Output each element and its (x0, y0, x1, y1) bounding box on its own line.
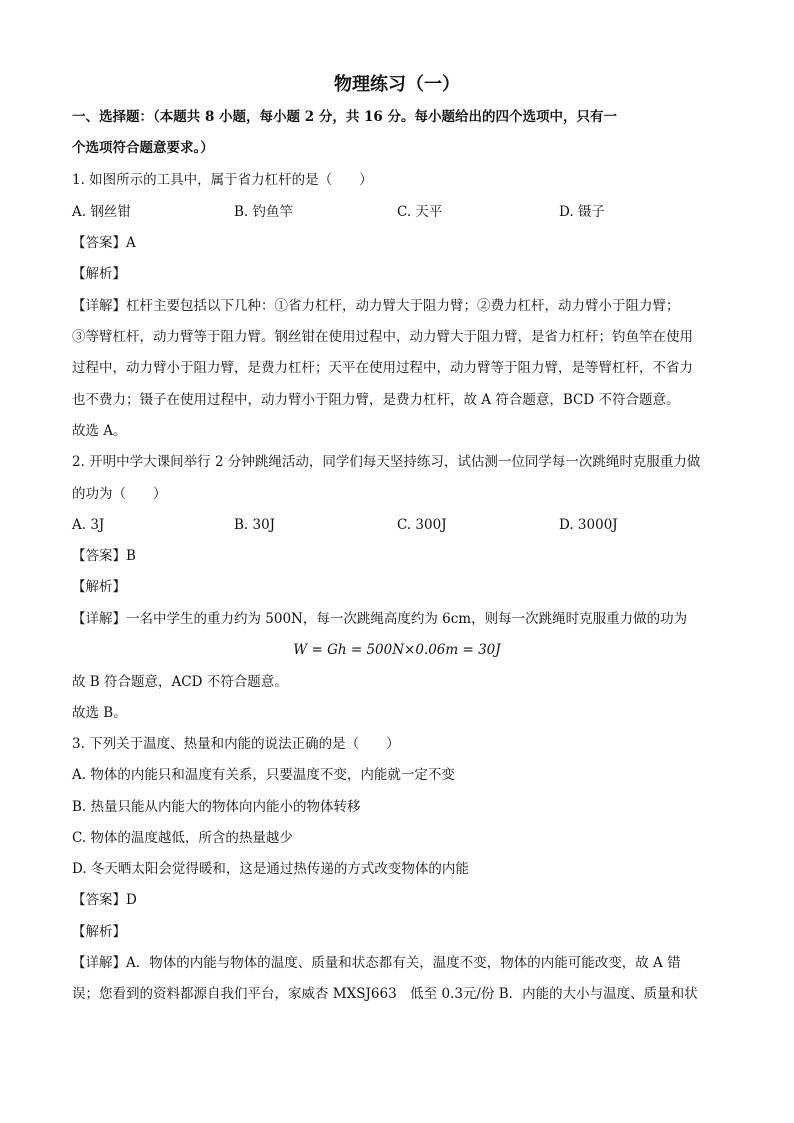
q3-answer: 【答案】D (72, 892, 137, 908)
q2-answer: 【答案】B (72, 548, 136, 564)
q3-option-c: C. 物体的温度越低，所含的热量越少 (72, 830, 293, 846)
q1-detail-line3: 过程中，动力臂小于阻力臂，是费力杠杆；天平在使用过程中，动力臂等于阻力臂，是等臂杠杆，不省力 (72, 360, 693, 376)
q3-stem: 3. 下列关于温度、热量和内能的说法正确的是（ ） (72, 736, 400, 752)
q3-option-a: A. 物体的内能只和温度有关系，只要温度不变，内能就一定不变 (72, 767, 455, 783)
q1-option-a: A. 钢丝钳 (72, 204, 131, 220)
q2-analysis-label: 【解析】 (72, 579, 126, 595)
q1-detail-line4: 也不费力；镊子在使用过程中，动力臂小于阻力臂，是费力杠杆，故 A 符合题意，BCD 不符合题意。 (72, 392, 680, 408)
q2-option-b: B. 30J (234, 517, 276, 533)
section-heading-line2: 个选项符合题意要求。） (72, 140, 214, 156)
q3-analysis-label: 【解析】 (72, 924, 126, 940)
q1-option-d: D. 镊子 (559, 204, 605, 220)
q3-detail-line2: 误；您看到的资料都源自我们平台，家威杏 MXSJ663 低至 0.3元/份 B．内能的大小与温度、质量和状 (72, 986, 698, 1002)
q1-option-b: B. 钓鱼竿 (234, 204, 294, 220)
q2-conclusion: 故选 B。 (72, 705, 127, 721)
q1-stem: 1. 如图所示的工具中，属于省力杠杆的是（ ） (72, 172, 373, 188)
q2-stem-line2: 的功为（ ） (72, 486, 167, 502)
q2-note: 故 B 符合题意，ACD 不符合题意。 (72, 674, 288, 690)
q3-option-d: D. 冬天晒太阳会觉得暖和，这是通过热传递的方式改变物体的内能 (72, 861, 469, 877)
q2-option-d: D. 3000J (559, 517, 618, 533)
q1-detail-line2: ③等臂杠杆，动力臂等于阻力臂。钢丝钳在使用过程中，动力臂大于阻力臂，是省力杠杆；钓鱼竿在使用 (72, 329, 693, 345)
q2-option-c: C. 300J (397, 517, 447, 533)
q1-detail-line1: 【详解】杠杆主要包括以下几种：①省力杠杆，动力臂大于阻力臂；②费力杠杆，动力臂小于阻力臂； (72, 298, 680, 314)
q1-analysis-label: 【解析】 (72, 266, 126, 282)
q1-answer: 【答案】A (72, 235, 136, 251)
q3-detail-line1: 【详解】A．物体的内能与物体的温度、质量和状态都有关，温度不变，物体的内能可能改变，故 A 错 (72, 955, 681, 971)
q2-stem-line1: 2. 开明中学大课间举行 2 分钟跳绳活动，同学们每天坚持练习，试估测一位同学每一次跳绳时克服重力做 (72, 454, 701, 470)
section-heading-line1: 一、选择题：（本题共 8 小题，每小题 2 分，共 16 分。每小题给出的四个选项中，只有一 (72, 109, 618, 125)
q3-option-b: B. 热量只能从内能大的物体向内能小的物体转移 (72, 799, 361, 815)
q1-option-c: C. 天平 (397, 204, 443, 220)
q2-option-a: A. 3J (72, 517, 105, 533)
q2-formula: W = Gh = 500N×0.06m = 30J (293, 642, 501, 658)
q1-conclusion: 故选 A。 (72, 423, 127, 439)
q2-detail: 【详解】一名中学生的重力约为 500N，每一次跳绳高度约为 6cm，则每一次跳绳时克服重力做的功为 (72, 611, 688, 627)
page-title: 物理练习（一） (334, 74, 460, 95)
